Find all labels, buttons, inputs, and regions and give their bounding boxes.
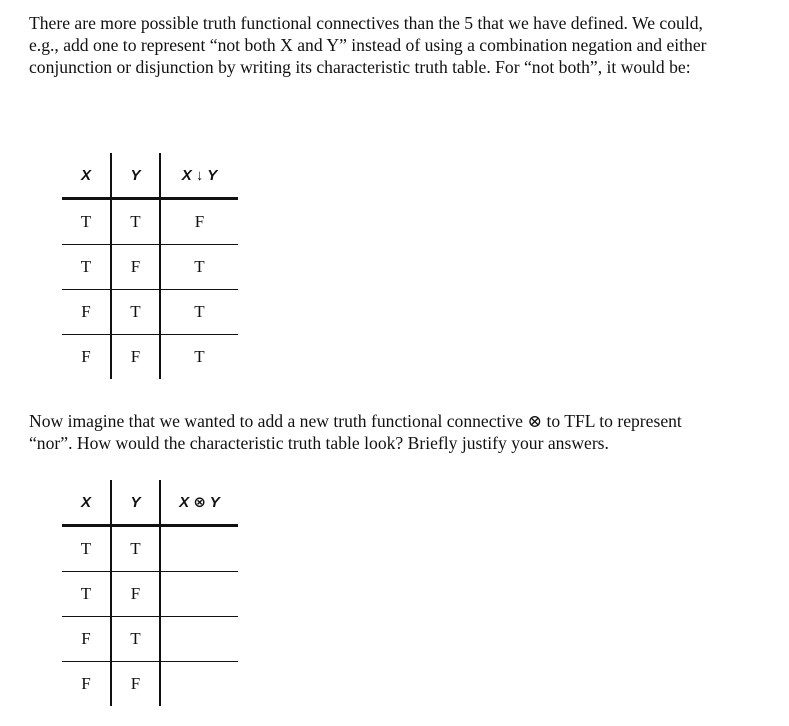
nor-truth-table	[62, 480, 238, 706]
cell-x: F	[62, 290, 111, 335]
cell-result: F	[160, 199, 238, 245]
cell-y: F	[111, 572, 160, 617]
question-line: “nor”. How would the characteristic truth table look? Briefly justify your answers.	[29, 433, 609, 453]
answer-cell[interactable]	[160, 617, 238, 662]
table-row	[62, 290, 238, 335]
cell-y: T	[111, 290, 160, 335]
header-x: X	[62, 153, 111, 199]
table-row	[62, 662, 238, 707]
cell-result: T	[160, 290, 238, 335]
cell-y: T	[111, 617, 160, 662]
intro-line: e.g., add one to represent “not both X and Y” instead of using a combination negation and either	[29, 35, 707, 55]
cell-x: F	[62, 335, 111, 380]
answer-cell[interactable]	[160, 572, 238, 617]
cell-x: T	[62, 199, 111, 245]
intro-line: conjunction or disjunction by writing its characteristic truth table. For “not both”, it would be:	[29, 57, 691, 77]
header-y: Y	[111, 480, 160, 526]
table-row	[62, 526, 238, 572]
cell-x: T	[62, 572, 111, 617]
cell-y: T	[111, 526, 160, 572]
cell-y: F	[111, 245, 160, 290]
cell-result: T	[160, 245, 238, 290]
table-row	[62, 617, 238, 662]
table-row	[62, 335, 238, 380]
cell-y: F	[111, 335, 160, 380]
table-row	[62, 245, 238, 290]
intro-paragraph	[29, 12, 774, 78]
intro-line: There are more possible truth functional connectives than the 5 that we have defined. We could,	[29, 13, 703, 33]
table-row	[62, 572, 238, 617]
question-line: Now imagine that we wanted to add a new truth functional connective ⊗ to TFL to represent	[29, 411, 682, 431]
cell-result: T	[194, 347, 205, 366]
cell-y: F	[111, 662, 160, 707]
not-both-truth-table	[62, 153, 238, 379]
header-x: X	[62, 480, 111, 526]
table-header-row	[62, 480, 238, 526]
header-connective: X ↓ Y	[160, 153, 238, 199]
answer-cell[interactable]	[160, 526, 238, 572]
answer-cell[interactable]	[160, 662, 238, 707]
header-connective: X ⊗ Y	[160, 480, 238, 526]
cell-x: F	[62, 662, 111, 707]
header-y: Y	[111, 153, 160, 199]
cell-x: T	[62, 526, 111, 572]
cell-x: T	[62, 245, 111, 290]
table-header-row	[62, 153, 238, 199]
table-row	[62, 199, 238, 245]
cell-x: F	[62, 617, 111, 662]
cell-y: T	[111, 199, 160, 245]
question-paragraph	[29, 410, 774, 454]
